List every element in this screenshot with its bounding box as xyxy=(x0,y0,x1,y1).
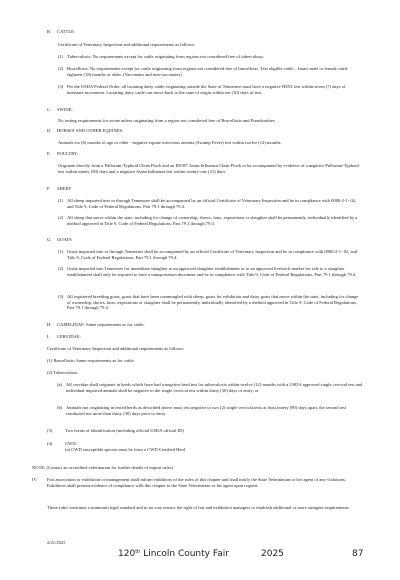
cattle-intro: Certificate of Veterinary Inspection and additional requirements as follows: xyxy=(58,42,196,47)
swine-text: No testing requirements for swine unless originating from a region not considered free of Brucellosis and Pseudorabies. xyxy=(58,118,276,123)
cervidae-item-1: (1) Brucellosis: Same requirements as for cattle. xyxy=(47,358,135,363)
section-iv-closing: These rules constitute a minimum legal standard and in no way restrict the right of fair and exhibition managers to establish additional or more stringent requirements. xyxy=(47,505,350,510)
section-iv xyxy=(32,477,363,488)
list-item xyxy=(58,266,363,277)
list-item xyxy=(58,198,363,209)
cervidae-item-2: (2) Tuberculosis: xyxy=(47,370,78,375)
section-label: F. xyxy=(47,186,51,191)
footer-fair-name: Lincoln County Fair xyxy=(143,549,229,559)
list-item xyxy=(58,84,363,95)
item-number: (1) xyxy=(58,249,64,254)
horses-text: Animals six (6) months of age or older - negative equine infectious anemia (Swamp Fever) test within twelve (12) months. xyxy=(58,140,282,145)
item-number: (1) xyxy=(58,54,64,59)
item-text: Animals not originating in tested herds as described above must test negative to two (2) single cervical tests at least ninety (90) days apart, the second test conducted not more than thirty (30) days prior to entry. xyxy=(66,405,346,416)
item-number: (1) xyxy=(58,198,64,203)
item-text: Two forms of identification (including official USDA official ID) xyxy=(65,428,184,433)
item-number: (4) xyxy=(47,441,53,446)
section-title: CATTLE: xyxy=(57,29,76,34)
cervidae-item-4 xyxy=(47,441,77,447)
item-text: All cervidae shall originate in herds which have had a negative herd test for tuberculosis within twelve (12) months with a USDA approved single cervical test and individual imported animals shall be negative to the single cervical test within thirty (30) days of entry; or xyxy=(66,382,363,393)
section-label: G. xyxy=(47,237,52,242)
section-title: CERVIDAE: xyxy=(57,334,81,339)
section-label: D. xyxy=(47,128,52,133)
item-text: Tuberculosis: No requirements except for cattle originating from regions not considered free of tuberculosis. xyxy=(67,54,265,59)
section-text: CAMELIDAE: Same requirements as for cattle. xyxy=(57,322,145,327)
list-item xyxy=(58,249,363,260)
cervidae-item-4a: (a) CWD susceptible species must be from a CWD Certified Herd xyxy=(65,447,186,452)
section-title: HORSES AND OTHER EQUINES: xyxy=(57,128,124,133)
footer-year: 2025 xyxy=(261,549,284,559)
section-label: I. xyxy=(47,334,50,339)
item-number: (2) xyxy=(58,66,64,71)
item-text: Goats imported into or through Tennessee shall be accompanied by an official Certificate of Veterinary Inspection and be in compliance with 0080-2-1-.02, and Title 9, Code of Federal Regulations, Part 79.1 through 79.4. xyxy=(67,249,358,260)
section-text: Fair association or exhibition or management shall inform exhibitors of the rules of this chapter and shall notify the State Veterinarian or her agent of any violations. Exhibitors shall present evidence of compliance with this chapter to the State Veterinarian or his agent upon request. xyxy=(47,477,347,488)
item-text: All registered breeding goats, goats that have been commingled with sheep, goats for exhibition and dairy goats that move within the state, including for change of ownership, shows, fairs, expositions or slaughter shall be permanently, individually identified by a method approved in Title 9, Code of Federal Regulations, Part 79.1 through 79.4. xyxy=(67,294,359,311)
section-title: GOATS xyxy=(57,237,72,242)
section-label: H. xyxy=(47,322,52,327)
list-item xyxy=(58,66,363,77)
item-text: Brucellosis: No requirements except for cattle originating from regions not considered free of brucellosis. Test eligible cattle – Intact male or female cattle eighteen (18) months or older. (Vaccinates and non-vaccinates) xyxy=(67,66,348,77)
footer-title xyxy=(118,549,229,559)
section-title: SWINE: xyxy=(57,107,73,112)
note: NOTE: (Contact an accredited veterinarian for further details of import rules). xyxy=(32,465,175,470)
section-title: POULTRY: xyxy=(57,151,79,156)
item-text: CWD: xyxy=(65,441,77,446)
revision-date: 2/21/2025 xyxy=(47,539,66,545)
section-label: C. xyxy=(47,107,52,112)
list-item xyxy=(58,215,363,226)
item-text: All sheep imported into or through Tennessee shall be accompanied by an official Certificate of Veterinary Inspection and be in compliance with 0080-2-1-.02, and Title 9, Code of Federal Regulations, Part 79.1 through 79.4. xyxy=(67,198,357,209)
section-label: E. xyxy=(47,151,51,156)
list-item xyxy=(57,405,363,416)
item-number: (2) xyxy=(58,266,64,271)
section-label: IV xyxy=(32,477,37,482)
item-number: (a) xyxy=(57,382,63,387)
item-number: (b) xyxy=(57,405,63,410)
item-text: All sheep that move within the state, including for change of ownership, shows, fairs, expositions or slaughter shall be permanently, individually identified by a method approved in Title 9, Code of Federal Regulations, Part 79.1 through 79.4. xyxy=(67,215,358,226)
item-text: Per the USDA Federal Order, all lactating dairy cattle originating outside the State of Tennessee must have a negative H5N1 test within seven (7) days of interstate movement. Lactating dairy cattle can move back to the state of origin within ten (10) days of test. xyxy=(67,84,346,95)
list-item xyxy=(57,382,363,393)
item-number: (2) xyxy=(58,215,64,220)
list-item xyxy=(58,54,363,60)
section-label: B. xyxy=(47,29,52,34)
page-number: 87 xyxy=(352,549,364,559)
poultry-text: Originate directly from a Pullorum-Typhoid Clean Flock and an H5/H7 Avian Influenza Clean Flock or be accompanied by evidence of a negative Pullorum-Typhoid test within ninety (90) days and a negative Avian Influenza test within twenty-one (21) days. xyxy=(58,163,359,174)
footer-edition-suffix: th xyxy=(135,549,141,555)
cervidae-intro: Certificate of Veterinary Inspection and additional requirements as follows: xyxy=(47,346,185,351)
cervidae-item-3 xyxy=(47,428,184,434)
item-number: (3) xyxy=(58,294,64,299)
section-title: SHEEP xyxy=(57,186,71,191)
footer-edition: 120 xyxy=(118,549,136,559)
list-item xyxy=(58,294,363,311)
item-number: (3) xyxy=(58,84,64,89)
item-text: Goats imported into Tennessee for immediate slaughter to an approved slaughter establishment or to an approved livestock market for sale to a slaughter establishment shall only be required to have a transportation document and be in compliance with Title 9, Code of Federal Regulations, Part 79.1 through 79.4. xyxy=(67,266,357,277)
item-number: (3) xyxy=(47,428,53,433)
